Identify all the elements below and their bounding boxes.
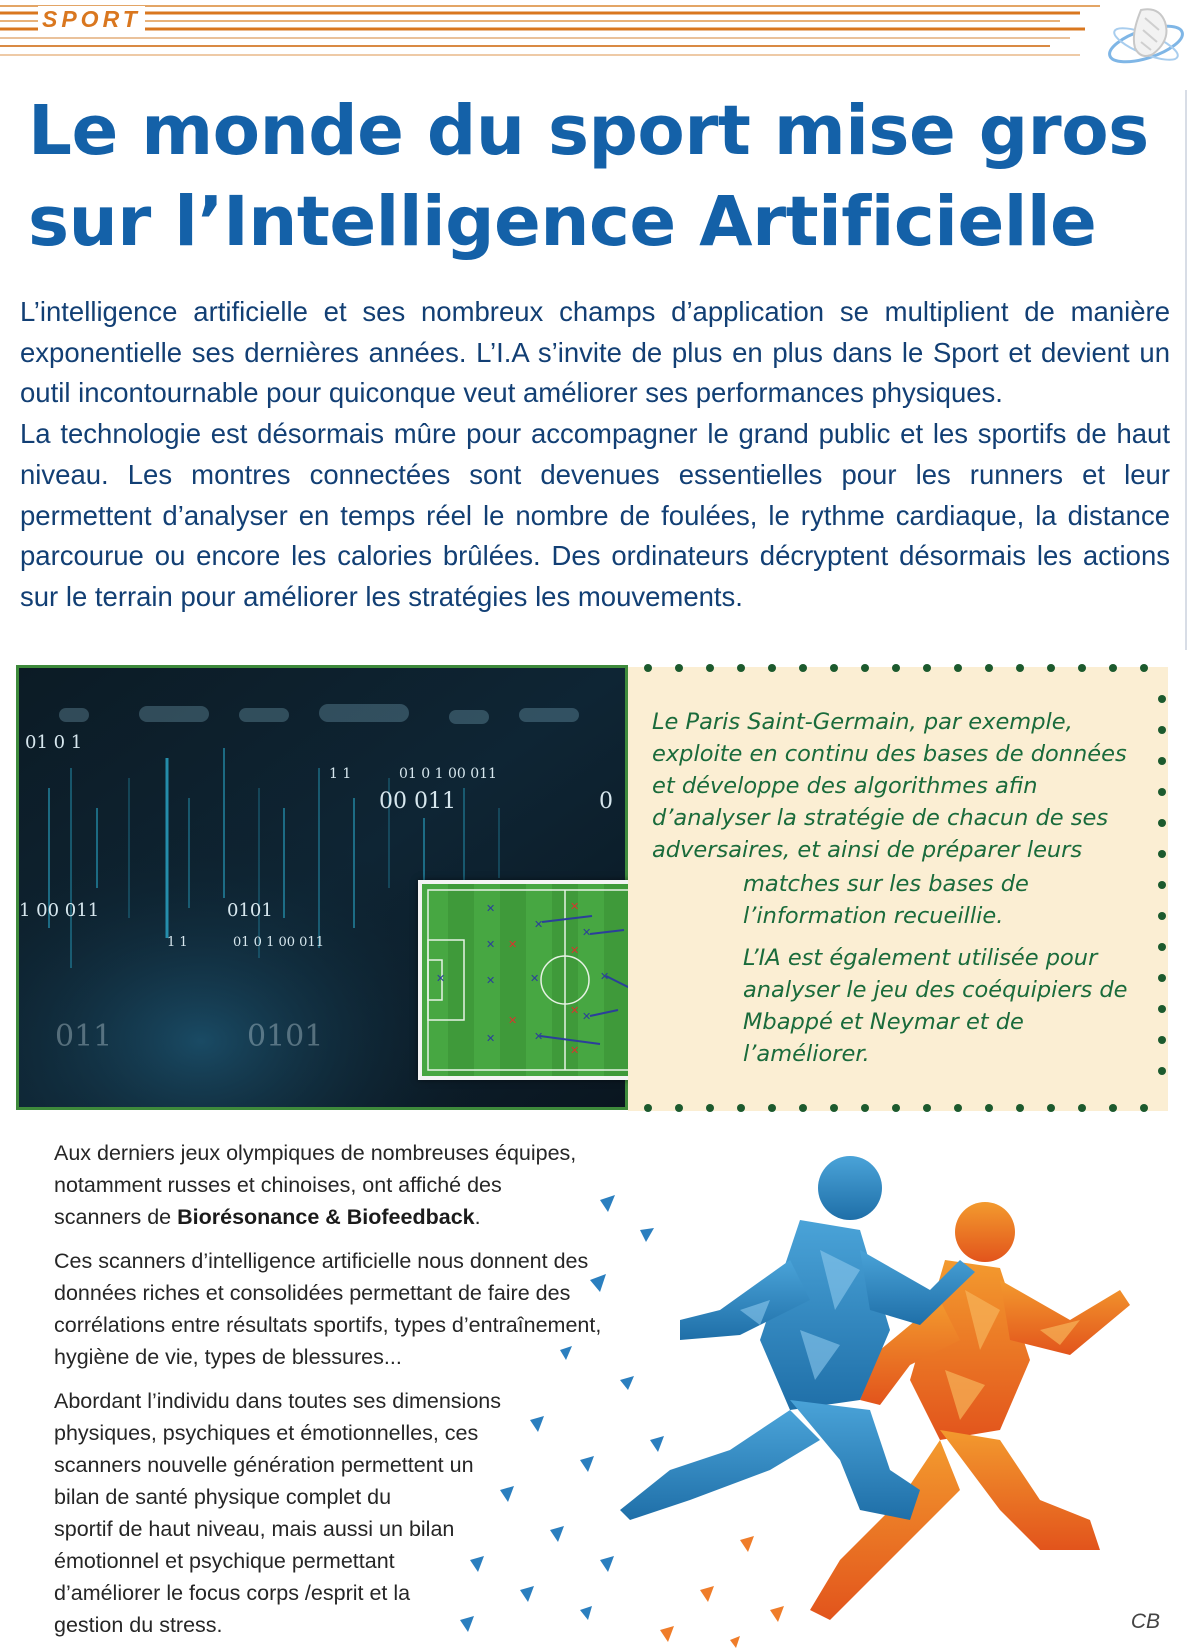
svg-text:✕: ✕ [570, 944, 580, 957]
intro-text [20, 292, 1170, 618]
author-signature: CB [1130, 1610, 1160, 1633]
binary-code: 0101 [247, 1019, 324, 1054]
svg-text:✕: ✕ [486, 902, 496, 915]
title-line-2: sur l’Intelligence Artificielle [28, 182, 1097, 262]
body-line: physiques, psychiques et émotionnelles, ces [54, 1421, 479, 1445]
binary-code: 01 0 1 [25, 732, 83, 753]
binary-code: 1 1 [329, 766, 352, 782]
callout-line: matches sur les bases de [743, 871, 1029, 897]
binary-code: 01 0 1 00 011 [233, 935, 324, 950]
callout-line: L’IA est également utilisée pour [743, 945, 1098, 971]
binary-code: 1 00 011 [19, 900, 100, 921]
sport-corner-icon [1101, 0, 1191, 76]
callout-line: analyser le jeu des coéquipiers de [743, 977, 1128, 1003]
body-line: scanners nouvelle génération permettent un [54, 1453, 474, 1477]
title-line-1: Le monde du sport mise gros [28, 91, 1149, 171]
body-line: notamment russes et chinoises, ont affiché des [54, 1173, 502, 1197]
callout-line: Mbappé et Neymar et de [743, 1009, 1024, 1035]
body-line: données riches et consolidées permettant de faire des [54, 1281, 571, 1305]
svg-text:✕: ✕ [508, 1014, 518, 1027]
svg-text:✕: ✕ [486, 1032, 496, 1045]
body-line: Aux derniers jeux olympiques de nombreuses équipes, [54, 1141, 577, 1165]
svg-text:✕: ✕ [534, 1030, 544, 1043]
svg-text:✕: ✕ [600, 970, 610, 983]
body-line: Abordant l’individu dans toutes ses dimensions [54, 1389, 501, 1413]
body-line: gestion du stress. [54, 1613, 223, 1637]
binary-code: 0101 [227, 900, 273, 921]
binary-code: 00 011 [379, 789, 456, 814]
body-paragraph-2 [54, 1245, 601, 1373]
body-paragraph-1 [54, 1137, 576, 1233]
svg-text:✕: ✕ [436, 972, 446, 985]
body-text-run: scanners de [54, 1205, 178, 1229]
header-stripes [0, 0, 1195, 62]
body-line: sportif de haut niveau, mais aussi un bilan [54, 1517, 455, 1541]
body-line: corrélations entre résultats sportifs, types d’entraînement, [54, 1313, 602, 1337]
intro-paragraph-2: La technologie est désormais mûre pour accompagner le grand public et les sportifs de haut niveau. Les montres connectées sont devenues essentielles pour les runners et leur permettent d’analyser en temps réel le nombre de foulées, le rythme cardiaque, la distance parcourue ou encore les calories brûlées. Des ordinateurs décryptent désormais les actions sur le terrain pour améliorer les stratégies les mouvements. [20, 418, 1170, 612]
body-line: Ces scanners d’intelligence artificielle nous donnent des [54, 1249, 589, 1273]
svg-text:✕: ✕ [570, 1004, 580, 1017]
callout-paragraph-2 [743, 942, 1128, 1070]
bold-term: Biorésonance & Biofeedback [177, 1205, 475, 1229]
callout-line: d’analyser la stratégie de chacun de ses [652, 805, 1109, 831]
callout-line: Le Paris Saint-Germain, par exemple, [652, 709, 1073, 735]
body-line-mixed [54, 1201, 576, 1233]
binary-code: 011 [55, 1019, 113, 1054]
callout-line: exploite en continu des bases de données [652, 741, 1127, 767]
svg-text:✕: ✕ [582, 1010, 592, 1023]
binary-code: 01 0 1 00 011 [399, 766, 497, 782]
binary-code: 1 1 [167, 935, 188, 950]
svg-text:✕: ✕ [508, 938, 518, 951]
callout-line: et développe des algorithmes afin [652, 773, 1038, 799]
svg-text:✕: ✕ [582, 926, 592, 939]
svg-text:✕: ✕ [486, 974, 496, 987]
svg-text:✕: ✕ [534, 918, 544, 931]
body-line: émotionnel et psychique permettant [54, 1549, 395, 1573]
svg-text:✕: ✕ [530, 972, 540, 985]
svg-text:✕: ✕ [570, 900, 580, 913]
body-line: d’améliorer le focus corps /esprit et la [54, 1581, 411, 1605]
body-paragraph-3 [54, 1385, 501, 1641]
callout-line: l’information recueillie. [743, 903, 1004, 929]
intro-paragraph-1: L’intelligence artificielle et ses nombreux champs d’application se multiplient de manière exponentielle ses dernières années. L’I.A s’invite de plus en plus dans le Sport et devient un outil incontournable pour quiconque veut améliorer ses performances physiques. [20, 296, 1170, 409]
callout-paragraph-1-continued [743, 868, 1029, 932]
callout-line: adversaires, et ainsi de préparer leurs [652, 837, 1083, 863]
svg-text:✕: ✕ [486, 938, 496, 951]
header-band [0, 0, 1195, 62]
body-line: bilan de santé physique complet du [54, 1485, 392, 1509]
right-rule [1185, 90, 1187, 650]
article-title [28, 86, 1148, 268]
body-text-run: . [474, 1205, 481, 1229]
svg-text:✕: ✕ [570, 1044, 580, 1057]
binary-code: 0 [599, 789, 613, 814]
callout-paragraph-1 [652, 706, 1127, 866]
callout-line: l’améliorer. [743, 1041, 870, 1067]
section-label: SPORT [38, 6, 145, 33]
body-line: hygiène de vie, types de blessures... [54, 1345, 402, 1369]
